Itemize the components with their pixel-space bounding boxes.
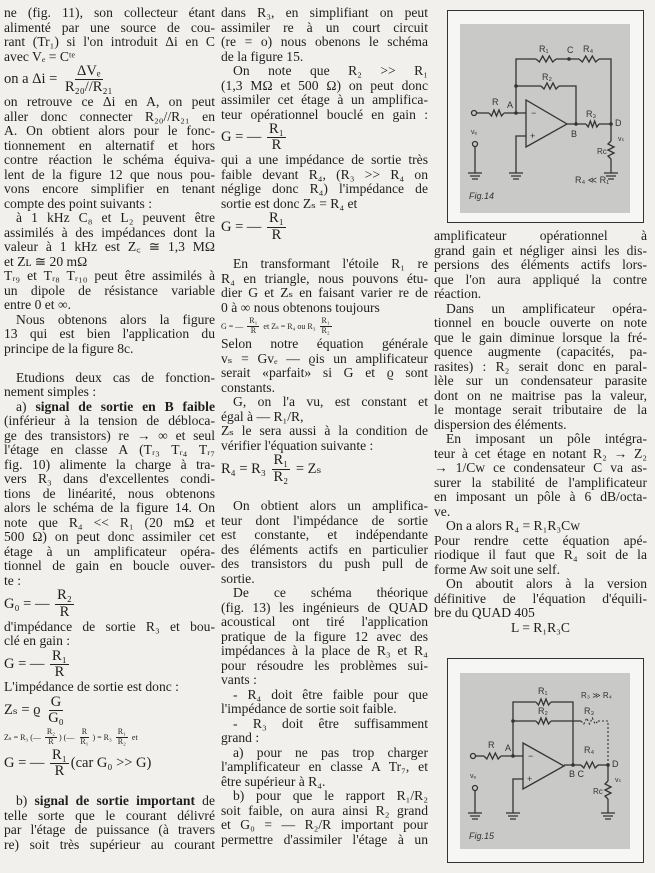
text-line: fig. 10) alimente la charge à tra- xyxy=(4,457,215,472)
numerator: R₁ xyxy=(273,452,289,469)
formula xyxy=(221,453,428,484)
formula xyxy=(4,649,215,680)
fraction xyxy=(46,695,66,726)
label-a: A xyxy=(505,743,512,753)
label-vs: vₛ xyxy=(615,777,622,784)
text-line: dont on ne maitrise pas la valeur, xyxy=(434,388,647,403)
formula-text: G = — xyxy=(221,129,266,146)
denominator: R₂ xyxy=(321,325,330,335)
fig15-note: R₃ ≫ R₄ xyxy=(581,691,612,700)
text-line: l'amplificateur en classe A Tr₇, et xyxy=(221,760,428,775)
fraction xyxy=(45,728,57,746)
denominator: R xyxy=(250,325,257,335)
text-column-2 xyxy=(221,6,428,847)
formula xyxy=(4,726,215,748)
text-line: acoustical ont tiré l'application xyxy=(221,615,428,630)
text-line: tionnel en boucle ouverte on note xyxy=(434,316,647,330)
bold-heading: signal de sortie en B faible xyxy=(35,399,215,414)
fraction xyxy=(116,728,128,746)
text-line: le montage serait tributaire de la xyxy=(434,403,647,417)
numerator: R₁ xyxy=(117,727,126,737)
numerator: R₁ xyxy=(321,316,330,326)
text-line: persions des éléments actifs lors- xyxy=(434,258,647,272)
text-line: néglige donc R₄) l'impédance de xyxy=(221,182,428,197)
text-line: quence augmente (capacités, pa- xyxy=(434,345,647,359)
label-r4: R₄ xyxy=(584,745,595,755)
text-line: soit faible, on aura ainsi R₂ grand xyxy=(221,803,428,818)
text-line: vérifier l'équation suivante : xyxy=(221,438,374,453)
denominator: G₀ xyxy=(48,710,64,727)
denominator: R xyxy=(54,664,65,681)
formula-text: = Zₛ xyxy=(292,460,322,477)
text-line: (re = o) nous obenons le schéma xyxy=(221,35,428,49)
text-line: tionnel de gain en boucle ouver- xyxy=(4,559,215,574)
text-line: étage à un amplificateur opéra- xyxy=(4,544,215,559)
text-line: On aboutit alors à la version xyxy=(446,577,647,591)
text-line: (inférieur à la tension de débloca- xyxy=(4,414,215,429)
text-line: Selon notre équation générale xyxy=(221,337,428,352)
text-line: égal à — R₁/R, xyxy=(221,409,304,424)
text-line: L = R₁R₃C xyxy=(511,620,570,635)
text-line: 13 qui est bien l'application du xyxy=(4,327,215,342)
text-line: dier G et Zₛ en faisant varier re de xyxy=(221,286,428,301)
text-line: assimilés à des impédances dont la xyxy=(4,225,215,240)
fraction xyxy=(320,317,332,335)
text-line: ve. xyxy=(434,504,451,519)
formula xyxy=(4,588,215,619)
text-line: Tᵣ₉ et Tᵣ₈ Tᵣ₁₀ peut être assimilés à xyxy=(4,269,215,284)
text-line: des éléments actifs en particulier xyxy=(221,542,428,557)
minus-sign: − xyxy=(528,751,534,761)
label-r1: R₁ xyxy=(538,686,548,696)
label-r1: R₁ xyxy=(539,44,549,54)
text-line: - R₄ doit être faible pour que xyxy=(233,687,428,702)
formula-text: R₄ = R₃ xyxy=(221,460,270,477)
label-a: A xyxy=(507,100,514,110)
text-line: rasites) : R₂ serait donc en paral- xyxy=(434,359,647,374)
text-line: ne (fig. 11), son collecteur étant xyxy=(4,6,215,20)
text-line: qui a une impédance de sortie très xyxy=(221,153,428,168)
circuit-diagram-fig14 xyxy=(448,11,643,222)
text-line: compte des point suivants : xyxy=(4,196,153,211)
label-bc: B C xyxy=(569,769,585,779)
text-line: teur à cet étage en notant R₂ → Z₂ xyxy=(434,446,647,461)
text-line: En imposant un pôle intégra- xyxy=(446,432,647,446)
numerator: G xyxy=(50,693,62,710)
text-line: b) pour que le rapport R₁/R₂ xyxy=(233,789,428,804)
plus-sign: + xyxy=(527,774,533,784)
label-rc: Rc xyxy=(593,787,603,796)
text-line: Dans un amplificateur opéra- xyxy=(446,301,647,316)
text-line: un dipole de résistance variable xyxy=(4,283,215,298)
text-line: que l'on aura appliqué la contre xyxy=(434,272,647,287)
text-line: On note que R₂ >> R₁ xyxy=(233,64,428,78)
text-line: vₛ = Gvₑ — ϱis un amplificateur xyxy=(221,351,428,366)
numerator: R₁ xyxy=(249,316,258,326)
text-line: grand : xyxy=(221,731,260,746)
text-line: clé en gain : xyxy=(4,634,71,649)
figure-15 xyxy=(447,658,644,863)
text-line: riodique il faut que R₄ soit de la xyxy=(434,548,647,562)
spacer xyxy=(221,485,428,500)
denominator: R xyxy=(54,763,65,780)
text-line: permettre d'assimiler l'étage à un xyxy=(221,832,428,847)
formula xyxy=(221,122,428,153)
spacer xyxy=(4,356,215,371)
text-line: lent de la figure 12 que nous pou- xyxy=(4,167,215,182)
text-line: assimiler re à un court circuit xyxy=(221,20,428,35)
text-line: tionnement en alternatif et hors xyxy=(4,138,215,153)
text-column-3 xyxy=(434,229,647,635)
text-line: En transformant l'étoile R₁ re xyxy=(233,257,428,272)
text-line: R₄ en triangle, nous pouvons étu- xyxy=(221,271,428,286)
label-vs: vₛ xyxy=(618,136,625,143)
text-line: L'impédance de sortie est donc : xyxy=(4,680,179,695)
formula-text: (car G₀ >> G) xyxy=(70,755,152,772)
text-line: Zₛ le sera aussi à la condition de xyxy=(221,424,428,439)
text-line: Nous obtenons alors la figure xyxy=(16,312,215,327)
text-line: re) soit très supérieur au courant xyxy=(4,837,215,852)
text-line: entre 0 et ∞. xyxy=(4,298,72,313)
text-line: rant (Tr₁) si l'on introduit Δi en C xyxy=(4,35,215,49)
label-ve: vₑ xyxy=(471,129,478,136)
text-line: a) pour ne pas trop charger xyxy=(233,745,428,760)
text-line: → 1/Cw ce condensateur C va as- xyxy=(434,461,647,475)
text-line: vers R₃ dans d'excellentes condi- xyxy=(4,472,215,487)
label-rc: Rc xyxy=(597,147,607,156)
text-line: contre réaction le schéma équiva- xyxy=(4,153,215,168)
text-line: De ce schéma théorique xyxy=(233,586,428,601)
text-line: sortie est donc Zₛ = R₄ et xyxy=(221,196,358,211)
bold-heading: signal de sortie important xyxy=(34,794,195,809)
fig14-note: R₄ ≪ R₁ xyxy=(575,175,610,185)
spacer xyxy=(4,780,215,795)
circuit-diagram-fig15 xyxy=(448,659,643,862)
text-line: Etudions deux cas de fonction- xyxy=(16,370,215,385)
formula xyxy=(4,64,215,95)
text-line xyxy=(4,400,215,415)
numerator: R xyxy=(81,727,88,737)
formula-text: et xyxy=(129,732,138,742)
text-line: assimiler cet étage à un amplifica- xyxy=(221,93,428,107)
fraction xyxy=(267,211,286,242)
text-line: ge des transistors) re → ∞ et seul xyxy=(4,428,215,443)
text-line: (fig. 13) les ingénieurs de QUAD xyxy=(221,600,428,615)
label-c: C xyxy=(567,45,574,55)
fraction xyxy=(267,122,286,153)
formula xyxy=(4,695,215,726)
text-line: par l'étage de puissance (à travers xyxy=(4,823,215,838)
text-line: alors le schéma de la figure 14. On xyxy=(4,501,215,516)
text-line: constants. xyxy=(221,380,275,395)
formula-text: et Zₛ = R₄ ou R₃ xyxy=(261,321,318,331)
text-line: que le gain diminue lorsque la fré- xyxy=(434,330,647,345)
text-line: tions de linéarité, nous obtenons xyxy=(4,486,215,501)
formula-text: G = — xyxy=(221,218,266,235)
formula-text: ) (— xyxy=(59,732,77,742)
text-line: G, on l'a vu, est constant et xyxy=(233,395,428,410)
fraction xyxy=(50,748,69,779)
text-line xyxy=(4,794,215,809)
label-r3: R₃ xyxy=(586,109,597,119)
figure-14 xyxy=(447,10,644,223)
numerator: R₁ xyxy=(269,121,284,137)
numerator: R₁ xyxy=(52,747,67,764)
text-line: 500 Ω) on peut donc assimiler cet xyxy=(4,530,215,545)
text-line: on retrouve ce Δi en A, on peut xyxy=(4,95,215,110)
label-r: R xyxy=(488,740,495,750)
text-line: serait «parfait» si G et ϱ sont xyxy=(221,366,428,381)
formula-text: G = — xyxy=(221,321,246,331)
text-line: grand gain et négliger ainsi les dis- xyxy=(434,243,647,258)
text-line: est constante, et indépendante xyxy=(221,528,428,543)
text-line: Pour rendre cette équation apé- xyxy=(434,533,647,548)
text-line: pour résoudre les problèmes sui- xyxy=(221,658,428,673)
fraction xyxy=(55,588,74,619)
denominator: R₂ xyxy=(117,736,126,746)
numerator: ΔVₑ xyxy=(77,63,101,79)
text-line: réaction. xyxy=(434,287,482,301)
text-line: 0 à ∞ nous obtenons toujours xyxy=(221,300,380,315)
formula-text: on a Δi = xyxy=(4,71,61,88)
minus-sign: − xyxy=(531,108,537,118)
text-line: vants : xyxy=(221,673,257,688)
text-line: A. On obtient alors pour le fonc- xyxy=(4,124,215,139)
text-line: valeur à 1 kHz est Z꜀ ≅ 1,3 MΩ xyxy=(4,240,215,255)
text-line: lèle sur un condensateur parasite xyxy=(434,374,647,388)
denominator: R xyxy=(271,226,282,243)
label-ve: vₑ xyxy=(470,773,477,780)
text-line: note que R₄ << R₁ (20 mΩ et xyxy=(4,515,215,530)
label-r4: R₄ xyxy=(583,44,594,54)
text-line: pratique de la figure 12 avec des xyxy=(221,629,428,644)
text-line: des transistors du push pull de xyxy=(221,557,428,572)
formula-text: G₀ = — xyxy=(4,595,54,612)
text-line: aller donc connecter R₂₀//R₂₁ en xyxy=(4,109,215,124)
text-line: telle sorte que le courant délivré xyxy=(4,808,215,823)
text-line: amplificateur opérationnel à xyxy=(434,229,647,243)
text-line: On a alors R₄ = R₁R₃Cw xyxy=(446,519,581,533)
denominator: R₂ xyxy=(273,468,289,485)
text-column-1 xyxy=(4,6,215,852)
fig14-caption: Fig.14 xyxy=(469,191,495,201)
text-line: bre du QUAD 405 xyxy=(434,606,535,620)
numerator: R₂ xyxy=(46,727,56,737)
text-line: teur dont l'impédance de sortie xyxy=(221,513,428,528)
text-line: avec Vₑ = Cᵗᵉ xyxy=(4,49,75,64)
numerator: R₁ xyxy=(269,210,284,227)
label-r2: R₂ xyxy=(538,706,548,716)
spacer xyxy=(221,243,428,258)
formula xyxy=(221,315,428,337)
formula-text: Zₛ = R₃ (— xyxy=(4,732,43,742)
text-line: principe de la figure 8c. xyxy=(4,341,134,356)
label-r: R xyxy=(492,97,499,107)
text-line: à 1 kHz C₈ et L₂ peuvent être xyxy=(16,211,215,226)
text-line: faible devant R₄, (R₃ >> R₄ on xyxy=(221,167,428,182)
label-r3: R₃ xyxy=(584,706,595,716)
formula xyxy=(221,211,428,242)
text-line: forme Aw soit une self. xyxy=(434,562,560,577)
text-line: - R₃ doit être suffisamment xyxy=(233,716,428,731)
text-line: dans R₃, en simplifiant on peut xyxy=(221,6,428,20)
label-b: B xyxy=(571,129,578,139)
numerator: R₂ xyxy=(57,587,72,604)
text-line: nement simples : xyxy=(4,385,97,400)
label-d: D xyxy=(612,759,619,769)
label-r2: R₂ xyxy=(542,72,552,82)
fraction xyxy=(50,649,69,680)
text-line: être supérieur à R₄. xyxy=(221,774,326,789)
numerator: R₁ xyxy=(52,647,67,664)
text-line: sortie. xyxy=(221,571,255,586)
fraction xyxy=(272,453,291,484)
formula-text: Zₛ = ϱ xyxy=(4,702,45,719)
text-line: d'impédance de sortie R₃ et bou- xyxy=(4,619,215,634)
text-line: vons encore simplifier en tenant xyxy=(4,182,215,197)
fig15-caption: Fig.15 xyxy=(469,831,495,841)
text-line: impédances à la place de R₃ et R₄ xyxy=(221,644,428,659)
formula-text: G = — xyxy=(4,755,49,772)
text-line: alimenté par une source de cou- xyxy=(4,20,215,35)
text-line: et G₀ = — R₂/R important pour xyxy=(221,818,428,833)
formula-text: ) = R₃ xyxy=(92,732,114,742)
fraction xyxy=(63,64,115,95)
plus-sign: + xyxy=(530,131,536,141)
text-line: teur opérationnel bouclé en gain : xyxy=(221,107,428,122)
text-line: et Zʟ ≅ 20 mΩ xyxy=(4,254,88,269)
formula-text: G = — xyxy=(4,656,49,673)
text-line: l'impédance de sortie soit faible. xyxy=(221,702,397,717)
fraction xyxy=(247,317,259,335)
text-line: (1,3 MΩ et 500 Ω) on peut donc xyxy=(221,78,428,93)
fraction xyxy=(78,728,90,746)
text-line: dispersion des éléments. xyxy=(434,417,567,432)
denominator: R₁ xyxy=(80,736,89,746)
label-d: D xyxy=(615,118,622,128)
text-line: surer la stabilité de l'amplificateur xyxy=(434,475,647,490)
denominator: R xyxy=(48,736,54,746)
denominator: R₂₀//R₂₁ xyxy=(64,79,113,96)
text-line: On obtient alors un amplifica- xyxy=(233,499,428,514)
denominator: R xyxy=(271,137,282,154)
text-line: définitive de l'équation d'équili- xyxy=(434,591,647,606)
text-segment: de xyxy=(194,794,215,809)
text-line: te : xyxy=(4,573,21,588)
denominator: R xyxy=(59,603,70,620)
text-line: l'étage en classe A (Tᵣ₃ Tᵣ₄ Tᵣ₇ xyxy=(4,443,215,458)
text-line: en imposant un pôle à 6 dB/octa- xyxy=(434,490,647,504)
formula xyxy=(4,748,215,779)
text-line: de la figure 15. xyxy=(221,49,304,64)
text-segment: b) xyxy=(16,794,35,809)
text-segment: a) xyxy=(16,399,36,414)
